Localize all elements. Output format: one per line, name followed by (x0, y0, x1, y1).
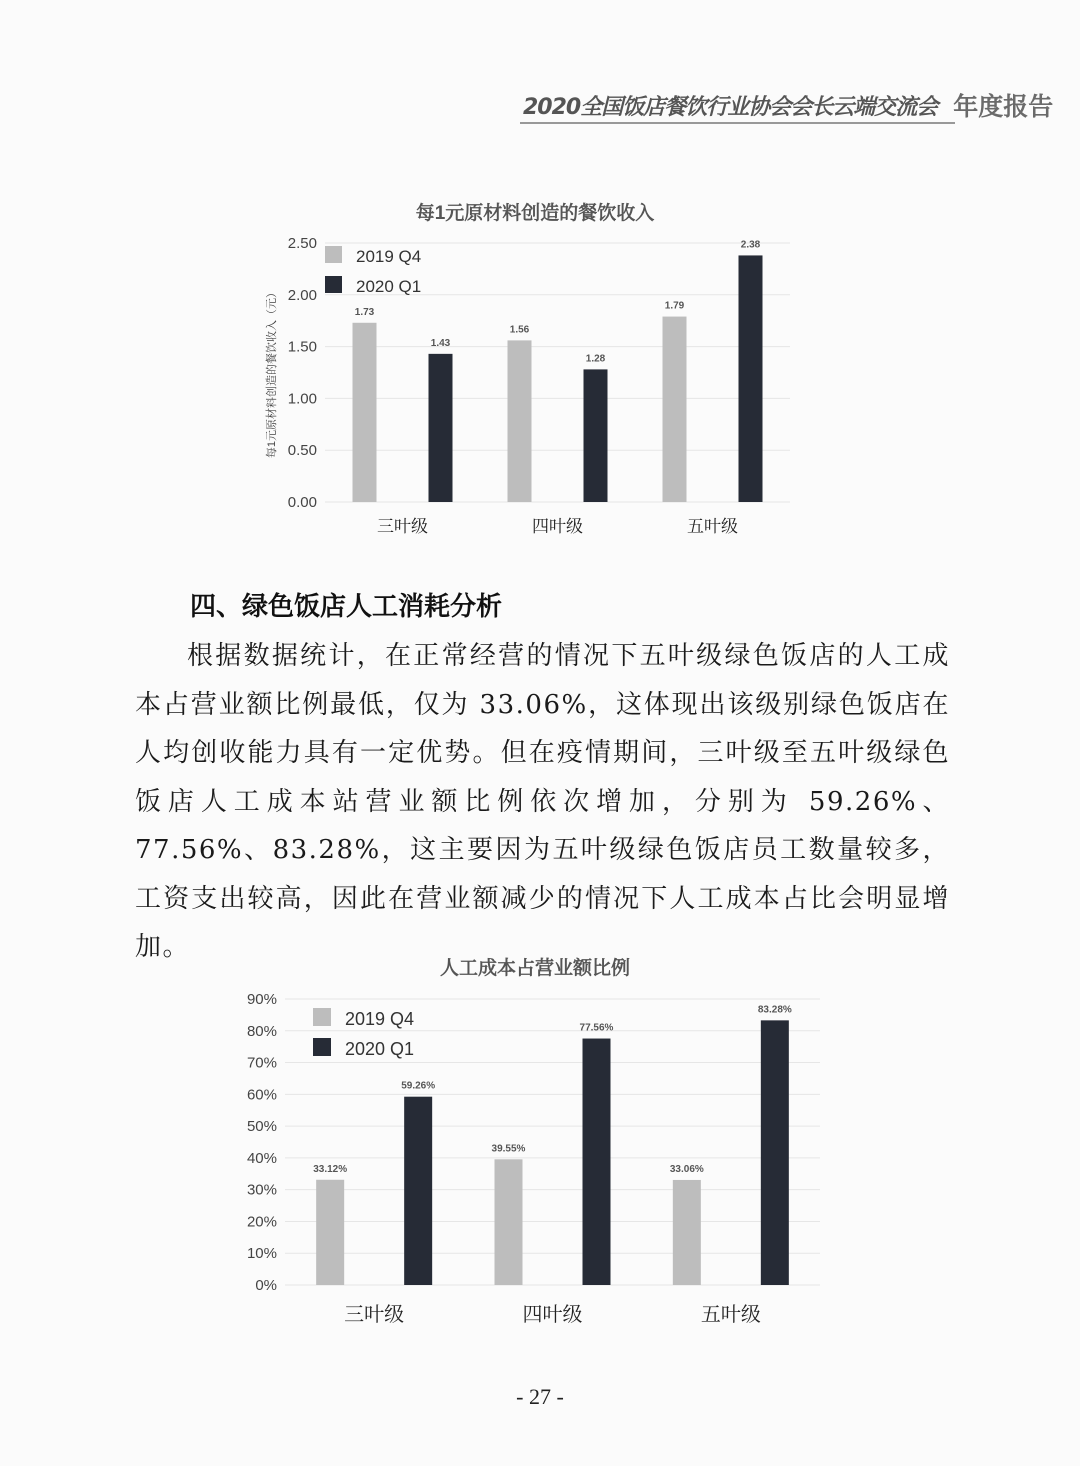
data-label: 59.26% (401, 1080, 436, 1092)
bar-2020-q1 (739, 255, 763, 502)
y-tick-label: 2.00 (287, 286, 317, 304)
chart-title: 人工成本占营业额比例 (439, 958, 631, 979)
section-paragraph: 根据数据统计，在正常经营的情况下五叶级绿色饭店的人工成本占营业额比例最低，仅为 33.06%，这体现出该级别绿色饭店在人均创收能力具有一定优势。但在疫情期间，三叶级至五叶级绿色饭店人工成本站营业额比例依次增加，分别为 59.26%、77.56%、83.28%，这主要因为五叶级绿色饭店员工数量较多，工资支出较高，因此在营业额减少的情况下人工成本占比会明显增加。 (135, 641, 950, 962)
data-label: 1.43 (430, 337, 451, 349)
bar-2019-q4 (663, 317, 687, 502)
raw-material-revenue-chart (255, 190, 815, 550)
bar-2020-q1 (429, 354, 453, 502)
legend-label: 2020 Q1 (345, 1039, 415, 1059)
bar-2019-q4 (495, 1159, 523, 1285)
header-rule (520, 122, 955, 124)
data-label: 77.56% (579, 1022, 614, 1034)
header-separator (941, 88, 950, 122)
chart-title: 每1元原材料创造的餐饮收入 (415, 203, 655, 224)
chart-svg (255, 190, 815, 550)
category-label: 四叶级 (532, 517, 583, 536)
legend-label: 2019 Q4 (345, 1009, 415, 1029)
data-label: 33.12% (313, 1163, 348, 1175)
bar-2019-q4 (353, 323, 377, 502)
y-tick-label: 0.50 (287, 442, 317, 460)
bar-2020-q1 (761, 1020, 789, 1285)
legend-label: 2019 Q4 (356, 247, 422, 266)
y-tick-label: 10% (246, 1245, 277, 1263)
legend-label: 2020 Q1 (356, 277, 422, 296)
labor-cost-ratio-chart (235, 945, 835, 1340)
page-number: - 27 - (516, 1384, 564, 1409)
data-label: 39.55% (491, 1143, 526, 1155)
header-report-label: 年度报告 (953, 92, 1054, 121)
y-tick-label: 20% (246, 1213, 277, 1231)
category-label: 三叶级 (377, 517, 428, 536)
legend-swatch (313, 1038, 331, 1056)
bar-2020-q1 (583, 1039, 611, 1285)
y-tick-label: 70% (246, 1054, 277, 1072)
bar-2020-q1 (584, 369, 608, 502)
section-heading: 四、绿色饭店人工消耗分析 (190, 592, 503, 622)
y-axis-label: 每1元原材料创造的餐饮收入（元） (266, 286, 278, 459)
category-label: 三叶级 (344, 1304, 405, 1326)
y-tick-label: 60% (246, 1086, 277, 1104)
legend-swatch (325, 246, 342, 263)
y-tick-label: 50% (246, 1118, 277, 1136)
bar-2019-q4 (673, 1180, 701, 1285)
y-tick-label: 40% (246, 1149, 277, 1167)
y-tick-label: 1.50 (287, 338, 317, 356)
bar-2019-q4 (316, 1180, 344, 1285)
y-tick-label: 2.50 (287, 235, 317, 252)
legend-swatch (325, 276, 342, 293)
y-tick-label: 1.00 (287, 390, 317, 408)
category-label: 五叶级 (687, 517, 738, 536)
category-label: 五叶级 (700, 1304, 761, 1326)
chart-svg (235, 945, 835, 1340)
data-label: 1.79 (664, 300, 685, 312)
y-tick-label: 80% (246, 1022, 277, 1040)
y-tick-label: 90% (246, 991, 277, 1008)
bar-2020-q1 (404, 1097, 432, 1285)
y-tick-label: 0.00 (287, 494, 317, 511)
data-label: 2.38 (740, 239, 761, 251)
header-title: 2020全国饭店餐饮行业协会会长云端交流会 (523, 94, 938, 120)
data-label: 33.06% (669, 1163, 704, 1175)
data-label: 1.73 (354, 306, 375, 318)
data-label: 83.28% (757, 1004, 792, 1016)
data-label: 1.28 (585, 353, 606, 365)
bar-2019-q4 (508, 340, 532, 502)
y-tick-label: 0% (255, 1277, 277, 1294)
data-label: 1.56 (509, 324, 530, 336)
category-label: 四叶级 (522, 1304, 583, 1326)
legend-swatch (313, 1008, 331, 1026)
y-tick-label: 30% (246, 1181, 277, 1199)
page-header (515, 84, 1054, 126)
